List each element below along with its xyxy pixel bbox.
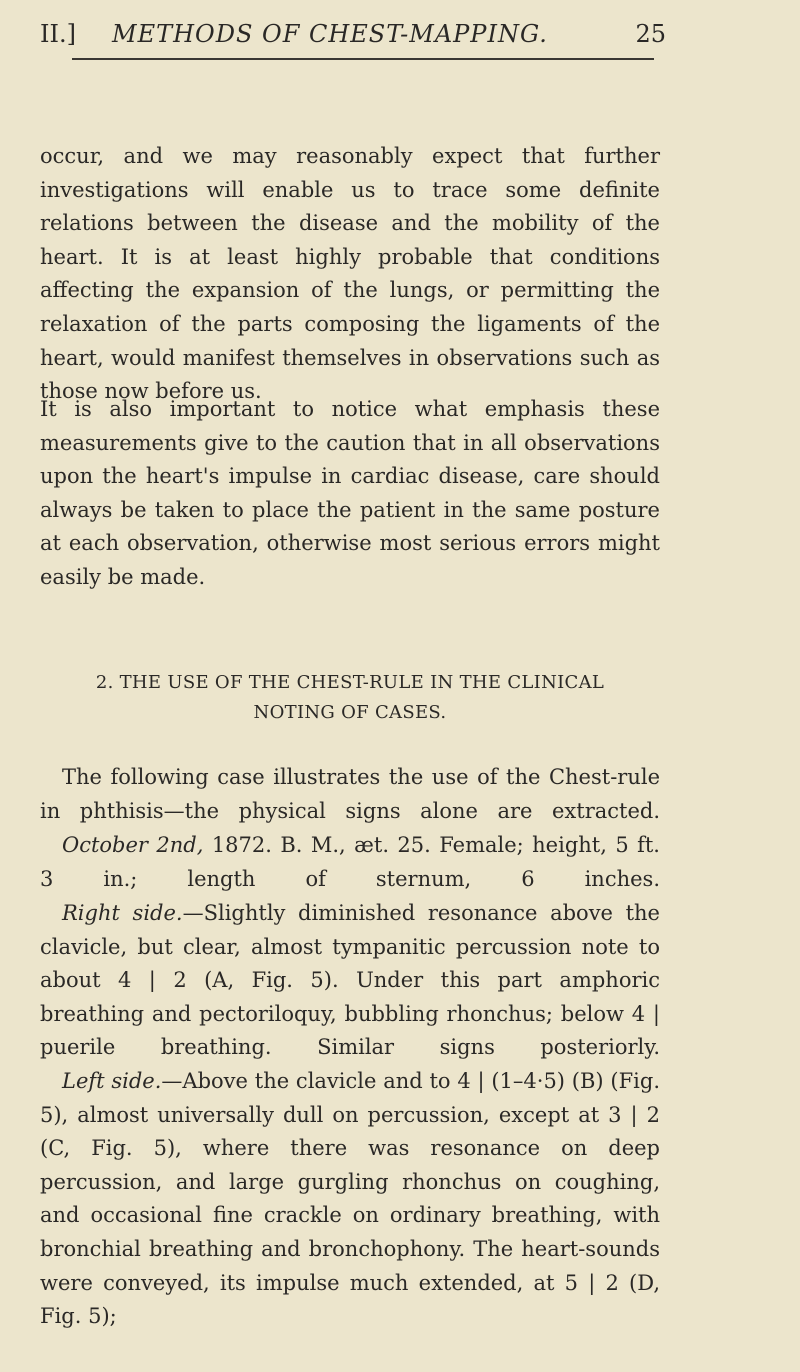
paragraph-caution: It is also important to notice what emphasis these measurements give to the caution that in all observations upon the heart's impulse in cardiac disease, care should always be taken to place the patient in the same posture at each observation, otherwise most serious errors might easily be made. — [40, 397, 660, 589]
chapter-number: II.] — [40, 20, 76, 48]
running-title: METHODS OF CHEST-MAPPING. — [112, 20, 548, 48]
header-rule — [72, 58, 654, 60]
right-side-text: —Slightly diminished resonance above the clavicle, but clear, almost tympanitic percussion note to about 4 | 2 (A, Fig. 5). Under this part amphoric breathing and pectoriloquy, bubbling rhonchus; below 4 | puerile breathing. Similar signs posteriorly. — [40, 901, 660, 1060]
section-heading-line-1: 2. THE USE OF THE CHEST-RULE IN THE CLINICAL — [95, 672, 605, 693]
right-side-label: Right side. — [62, 901, 183, 925]
page-number: 25 — [635, 20, 666, 48]
left-side-label: Left side. — [62, 1069, 162, 1093]
case-right-side — [40, 897, 660, 1065]
running-header — [40, 16, 666, 52]
case-date — [40, 829, 660, 896]
left-side-text: —Above the clavicle and to 4 | (1–4·5) (B) (Fig. 5), almost universally dull on percussion, except at 3 | 2 (C, Fig. 5), where there was resonance on deep percussion, and large gurgling rhonchus on coughing, and occasional fine crackle on ordinary breathing, with bronchial breathing and bronchophony. The heart-sounds were conveyed, its impulse much extended, at 5 | 2 (D, Fig. 5); — [40, 1069, 660, 1329]
case-date-label: October 2nd, — [62, 833, 204, 857]
section-heading-line-2: NOTING OF CASES. — [253, 702, 447, 723]
case-intro: The following case illustrates the use of the Chest-rule in phthisis—the physical signs alone are extracted. — [40, 765, 660, 823]
paragraph-mobility: occur, and we may reasonably expect that further investigations will enable us to trace some definite relations between the disease and the mobility of the heart. It is at least highly probable that conditions affecting the expansion of the lungs, or permitting the relaxation of the parts composing the ligaments of the heart, would manifest themselves in observations such as those now before us. — [40, 144, 660, 404]
case-date-text: 1872. B. M., æt. 25. Female; height, 5 ft. 3 in.; length of sternum, 6 inches. — [40, 833, 660, 891]
case-left-side — [40, 1065, 660, 1334]
section-heading — [40, 668, 660, 728]
